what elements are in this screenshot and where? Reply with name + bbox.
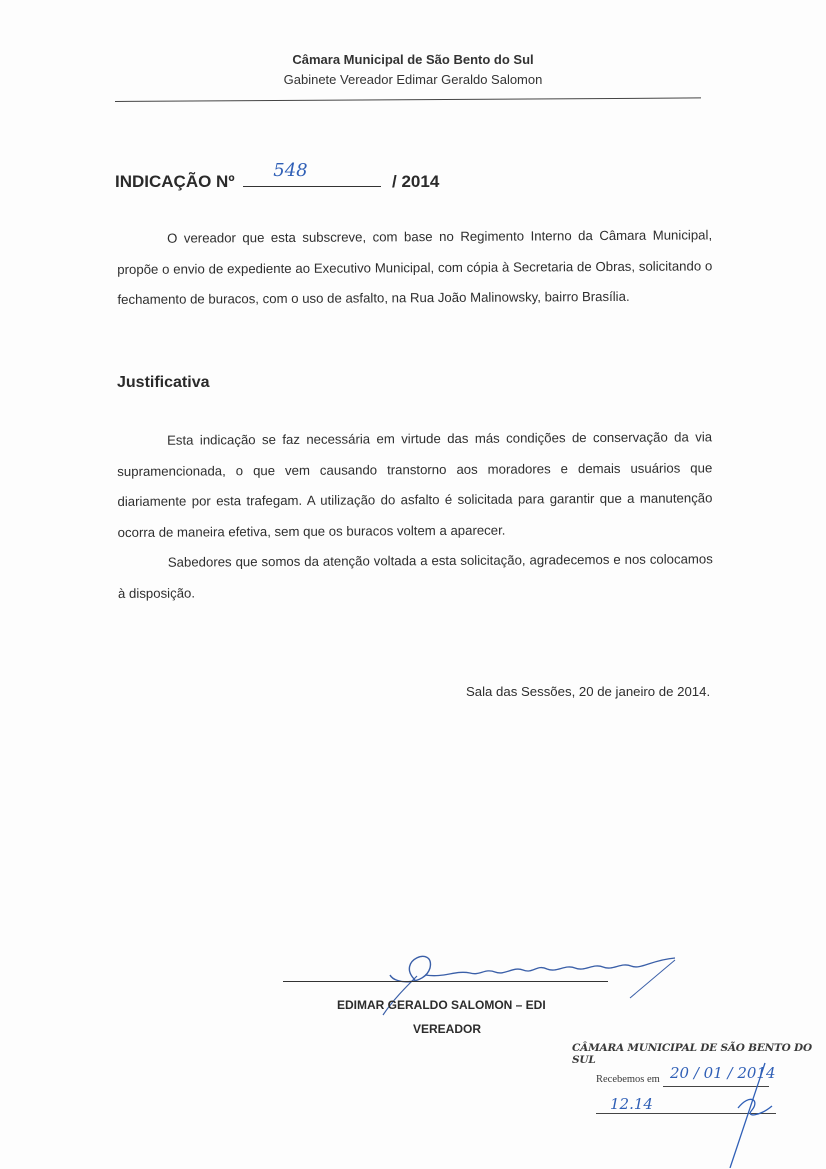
stamp-initials-mark [560, 1038, 820, 1168]
body-paragraph: O vereador que esta subscreve, com base no Regimento Interno da Câmara Municipal, propõe o envio de expediente ao Executivo Municipal, com cópia à Secretaria de Obras, solicitando o fechamento de buracos, com o uso de asfalto, na Rua João Malinowsky, bairro Brasília. [117, 227, 713, 307]
body-paragraph-block [117, 220, 713, 315]
stamp-received-date: 20 / 01 / 2014 [670, 1064, 776, 1082]
date-line: Sala das Sessões, 20 de janeiro de 2014. [466, 684, 711, 699]
header-subtitle: Gabinete Vereador Edimar Geraldo Salomon [283, 72, 543, 87]
signature-line [283, 981, 608, 982]
justificativa-heading: Justificativa [117, 374, 210, 391]
header-title: Câmara Municipal de São Bento do Sul [292, 52, 534, 67]
indicacao-label: INDICAÇÃO Nº [115, 172, 235, 191]
justificativa-paragraph-1: Esta indicação se faz necessária em virtude das más condições de conservação da via supramencionada, o que vem causando transtorno aos moradores e demais usuários que diariamente por esta trafegam. A utilização do asfalto é solicitada para garantir que a manutenção ocorra de maneira efetiva, sem que os buracos voltem a aparecer. [117, 429, 713, 540]
justificativa-paragraph-2: Sabedores que somos da atenção voltada a esta solicitação, agradecemos e nos colocamos à disposição. [117, 551, 713, 601]
stamp-received-label: Recebemos em [596, 1074, 660, 1085]
received-stamp [560, 1038, 820, 1168]
indicacao-year: / 2014 [392, 172, 440, 191]
signer-name: EDIMAR GERALDO SALOMON – EDI [337, 998, 546, 1012]
indicacao-line [115, 160, 440, 192]
header-divider [115, 97, 701, 102]
stamp-time: 12.14 [610, 1095, 653, 1113]
handwritten-signature [375, 940, 685, 1030]
stamp-title: CÂMARA MUNICIPAL DE SÃO BENTO DO SUL [572, 1042, 812, 1066]
justificativa-block [117, 422, 713, 609]
indicacao-number-blank [243, 160, 381, 187]
indicacao-number-handwritten: 548 [273, 160, 308, 181]
signer-role: VEREADOR [413, 1022, 482, 1036]
